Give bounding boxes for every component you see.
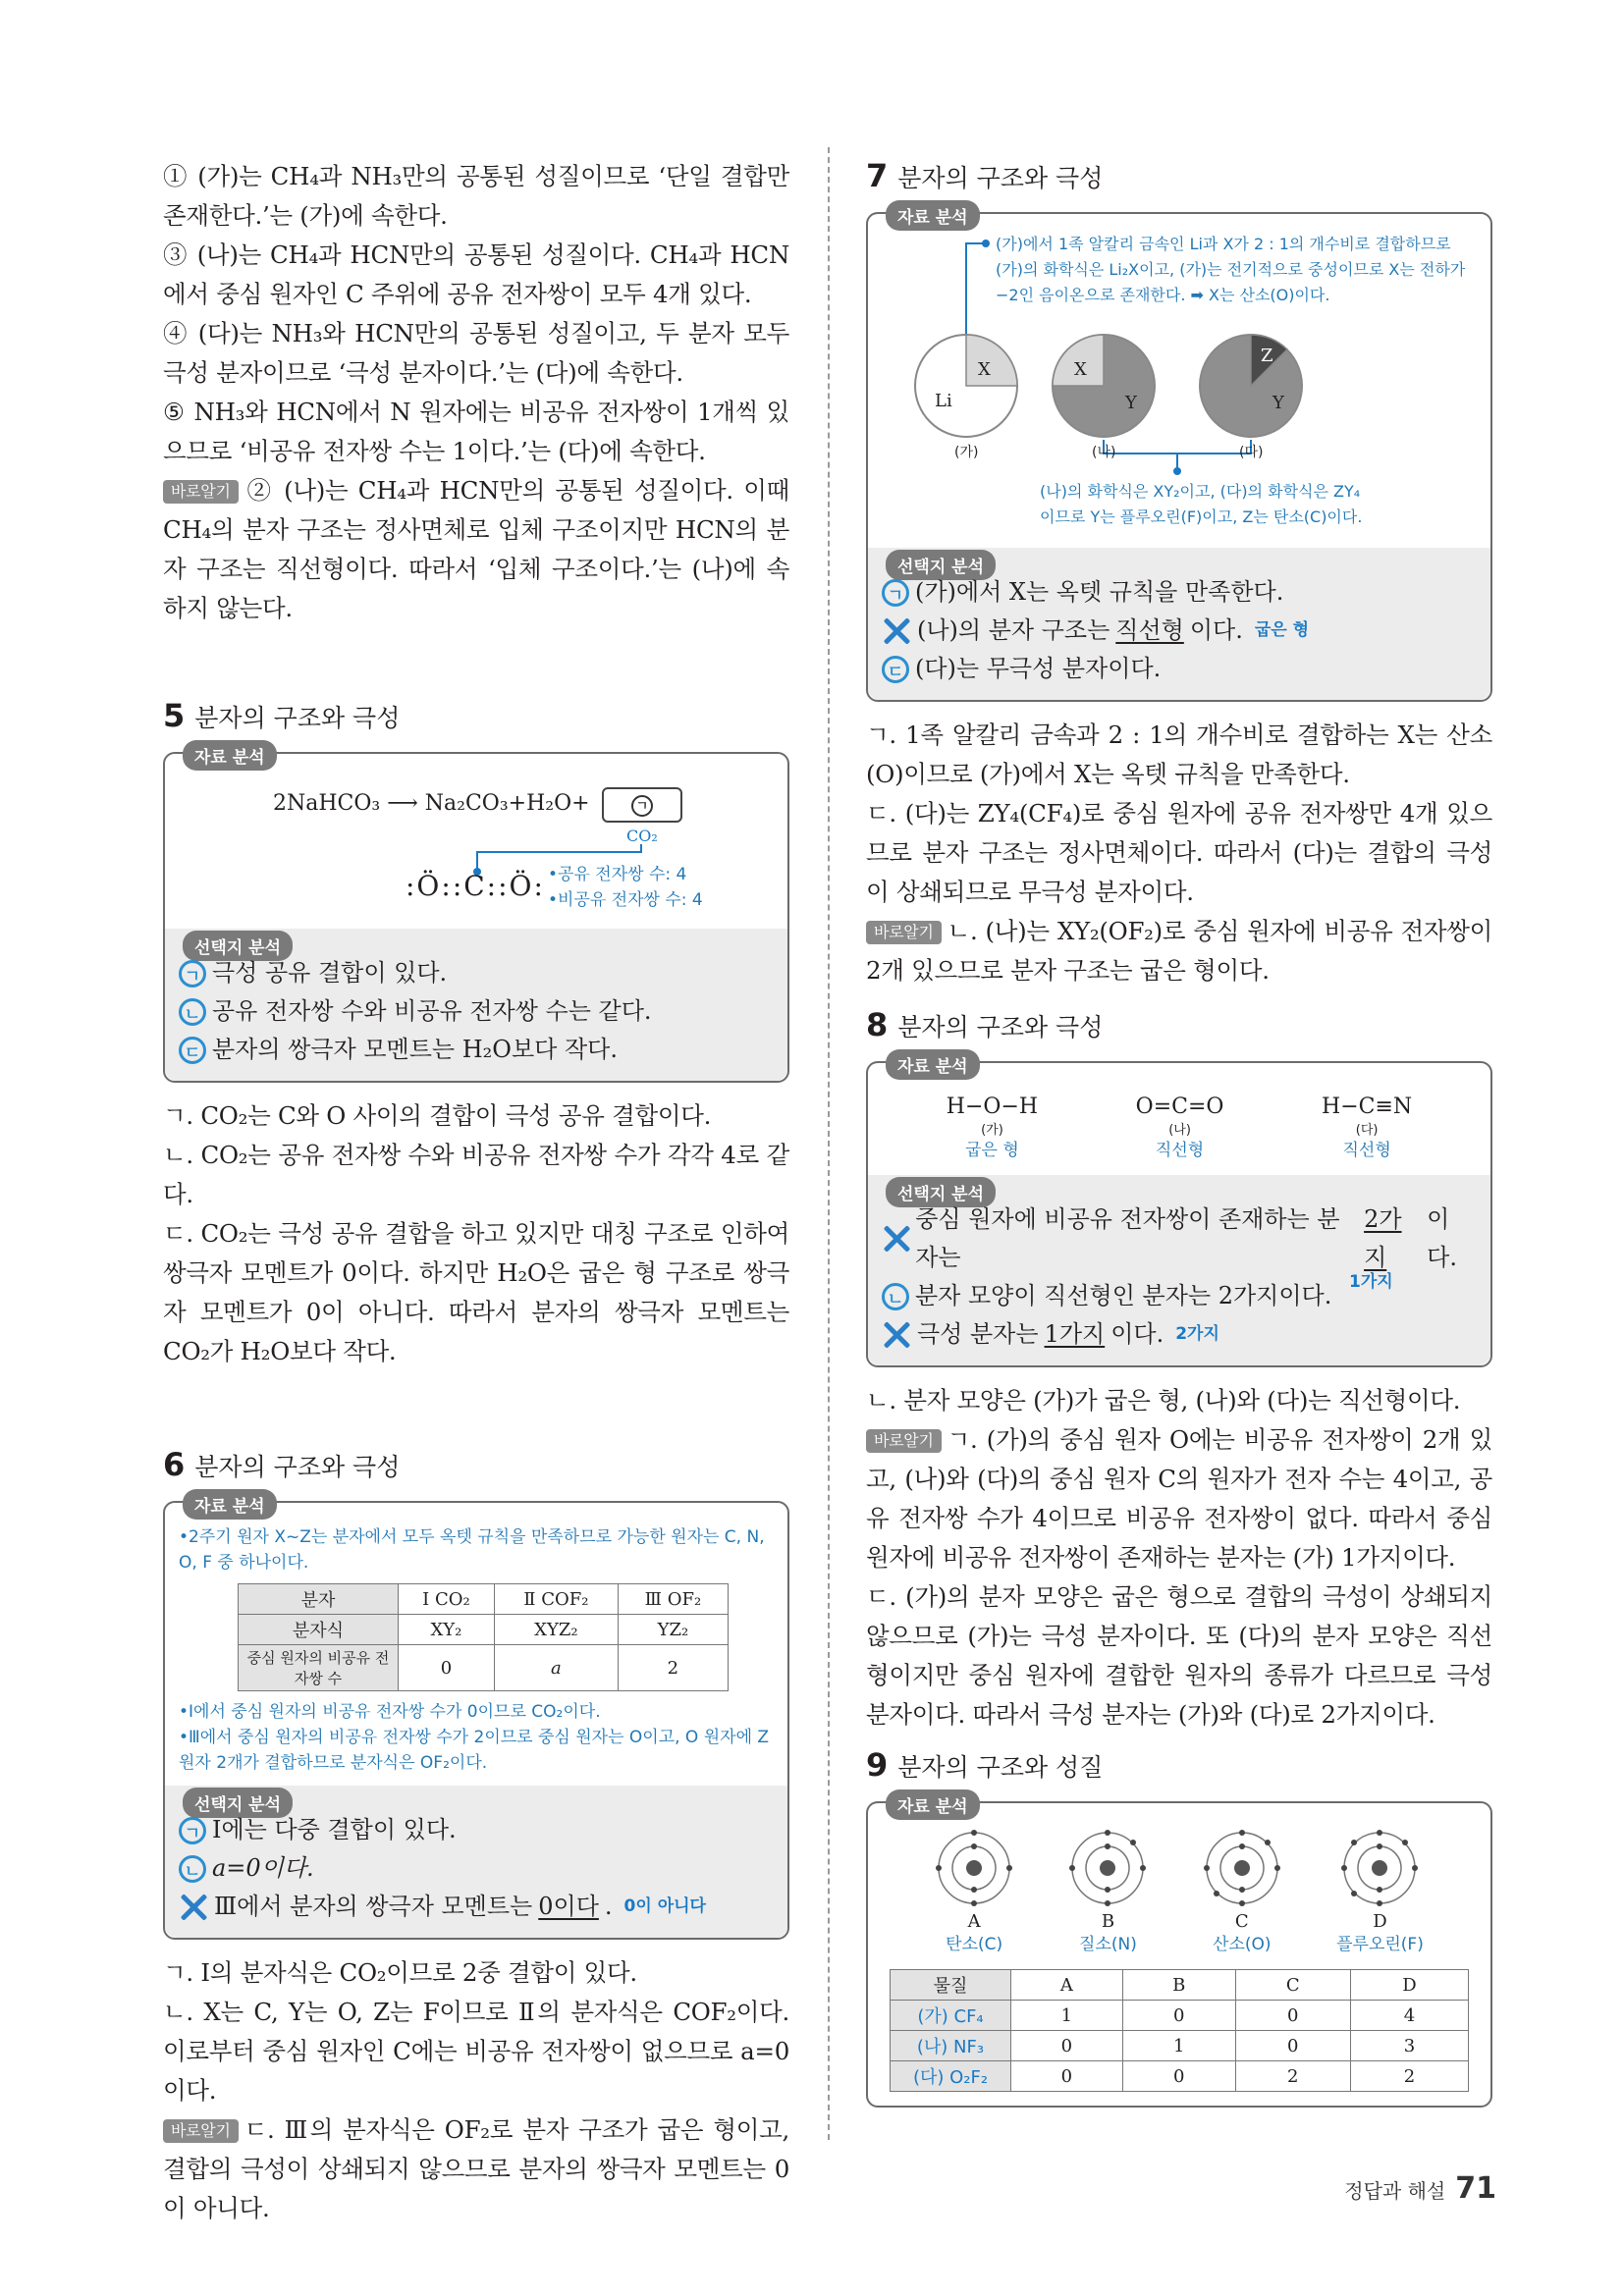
top-note: (가)에서 1족 알칼리 금속인 Li과 X가 2 : 1의 개수비로 결합하므로 (가)의 화학식은 Li₂X이고, (가)는 전기적으로 중성이므로 X는 전하가 −2인 음이온으로 존재한다. ➡ X는 산소(O)이다. bbox=[996, 235, 1466, 304]
wrong-mark-icon bbox=[882, 1224, 909, 1254]
atom-model: A 탄소(C) bbox=[935, 1829, 1013, 1957]
question-5 bbox=[163, 697, 789, 1371]
atom-models bbox=[868, 1803, 1490, 1963]
correct-mark-icon: ㄴ bbox=[179, 998, 206, 1026]
shared-pairs-note: •공유 전자쌍 수: 4 bbox=[548, 865, 687, 884]
intro-item: ① (가)는 CH₄과 NH₃만의 공통된 성질이므로 ‘단일 결합만 존재한다.’는 (가)에 속한다. bbox=[163, 162, 789, 230]
correct-mark-icon: ㄱ bbox=[882, 579, 909, 607]
explanation: ㄴ. 분자 모양은 (가)가 굽은 형, (나)와 (다)는 직선형이다. bbox=[866, 1386, 1461, 1415]
atom-model: D 플루오린(F) bbox=[1336, 1829, 1424, 1957]
question-header: 9 분자의 구조와 성질 bbox=[866, 1746, 1104, 1784]
explanation: ㄴ. CO₂는 공유 전자쌍 수와 비공유 전자쌍 수가 각각 4로 같다. bbox=[163, 1141, 789, 1208]
question-header: 8 분자의 구조와 극성 bbox=[866, 1006, 1104, 1043]
question-7 bbox=[866, 157, 1492, 990]
substance-table: 물질 A B C D (가) CF₄ 1 0 0 4 (나) NF₃ 0 1 0 3 (다) O₂F₂ 0 0 2 2 bbox=[890, 1969, 1469, 2092]
choice-tag: 선택지 분석 bbox=[183, 931, 293, 961]
pie-caption: (나) bbox=[1092, 445, 1116, 460]
atom-model: C 산소(O) bbox=[1203, 1829, 1281, 1957]
correction: 1가지 bbox=[1349, 1272, 1393, 1292]
page-footer bbox=[1344, 2171, 1496, 2206]
choice-tag: 선택지 분석 bbox=[886, 550, 996, 580]
reaction-diagram bbox=[165, 754, 787, 929]
atom-diagram-icon bbox=[935, 1829, 1013, 1907]
data-analysis-box bbox=[866, 1057, 1492, 1367]
data-analysis-box bbox=[866, 208, 1492, 702]
pie-label-li: Li bbox=[935, 391, 952, 411]
left-column bbox=[163, 157, 789, 2228]
choice-correct: ㄷ (다)는 무극성 분자이다. bbox=[882, 650, 1477, 688]
pie-label-x: X bbox=[1074, 359, 1087, 380]
intro-item: ⑤ NH₃와 HCN에서 N 원자에는 비공유 전자쌍이 1개씩 있으므로 ‘비공유 전자쌍 수는 1이다.’는 (다)에 속한다. bbox=[163, 398, 789, 465]
explanation: ㄱ. 1족 알칼리 금속과 2 : 1의 개수비로 결합하는 X는 산소(O)이므로 (가)에서 X는 옥텟 규칙을 만족한다. bbox=[866, 721, 1492, 788]
question-6 bbox=[163, 1446, 789, 2228]
question-header: 7 분자의 구조와 극성 bbox=[866, 157, 1104, 194]
data-tag: 자료 분석 bbox=[886, 200, 980, 231]
question-header: 5 분자의 구조와 극성 bbox=[163, 697, 401, 734]
question-8 bbox=[866, 1006, 1492, 1735]
explanation: ㄷ. (다)는 ZY₄(CF₄)로 중심 원자에 공유 전자쌍만 4개 있으므로 분자 구조는 정사면체이다. 따라서 (다)는 결합의 극성이 상쇄되므로 무극성 분자이다. bbox=[866, 799, 1492, 906]
atom-diagram-icon bbox=[1340, 1829, 1419, 1907]
reaction-equation: 2NaHCO₃ ⟶ Na₂CO₃+H₂O+ bbox=[273, 791, 590, 816]
lone-pairs-note: •비공유 전자쌍 수: 4 bbox=[548, 890, 703, 910]
atom-diagram-icon bbox=[1068, 1829, 1147, 1907]
pie-diagram bbox=[868, 214, 1490, 548]
correct-mark-icon: ㄷ bbox=[179, 1037, 206, 1064]
choice-analysis bbox=[165, 929, 787, 1081]
correct-mark-icon: ㄱ bbox=[179, 1817, 206, 1844]
explanation: ㄴ. X는 C, Y는 O, Z는 F이므로 Ⅱ의 분자식은 COF₂이다. 이로부터 중심 원자인 C에는 비공유 전자쌍이 없으므로 a=0이다. bbox=[163, 1998, 789, 2105]
choice-correct: ㄱ Ⅰ에는 다중 결합이 있다. bbox=[179, 1811, 774, 1849]
explanation-wrong: 바로알기 ㄷ. Ⅲ의 분자식은 OF₂로 분자 구조가 굽은 형이고, 결합의 극성이 상쇄되지 않으므로 분자의 쌍극자 모멘트는 0이 아니다. bbox=[163, 2115, 789, 2222]
column-divider bbox=[828, 147, 830, 2140]
choice-correct: ㄴ 분자 모양이 직선형인 분자는 2가지이다. 1가지 bbox=[882, 1277, 1477, 1315]
question-9 bbox=[866, 1746, 1492, 2108]
data-analysis-box bbox=[163, 748, 789, 1083]
lewis-structure: :Ö::C::Ö: bbox=[406, 870, 545, 902]
choice-wrong: (나)의 분자 구조는 직선형 이다. 굽은 형 bbox=[882, 612, 1477, 650]
choice-correct: ㄴ 공유 전자쌍 수와 비공유 전자쌍 수는 같다. bbox=[179, 992, 774, 1031]
correction: 굽은 형 bbox=[1254, 620, 1310, 640]
question-header: 6 분자의 구조와 극성 bbox=[163, 1446, 401, 1483]
correct-mark-icon: ㄷ bbox=[882, 656, 909, 683]
pie-label-z: Z bbox=[1261, 346, 1273, 366]
choice-correct: ㄱ 극성 공유 결합이 있다. bbox=[179, 954, 774, 992]
correction: 2가지 bbox=[1175, 1324, 1219, 1344]
pie-label-x: X bbox=[978, 359, 991, 380]
data-analysis-box bbox=[163, 1497, 789, 1940]
choice-correct: ㄷ 분자의 쌍극자 모멘트는 H₂O보다 작다. bbox=[179, 1031, 774, 1069]
footer-label: 정답과 해설 bbox=[1344, 2179, 1446, 2203]
molecule: H−O−H (가) 굽은 형 bbox=[946, 1095, 1039, 1160]
pie-caption: (가) bbox=[954, 445, 979, 460]
choice-analysis bbox=[868, 1175, 1490, 1365]
wrong-mark-icon bbox=[179, 1893, 208, 1922]
choice-wrong: Ⅲ에서 분자의 쌍극자 모멘트는 0이다 . 0이 아니다 bbox=[179, 1888, 774, 1926]
intro-wrong: 바로알기 ② (나)는 CH₄과 HCN만의 공통된 성질이다. 이때 CH₄의 분자 구조는 정사면체로 입체 구조이지만 HCN의 분자 구조는 직선형이다. 따라서 ‘입체 구조이다.’는 (나)에 속하지 않는다. bbox=[163, 476, 789, 622]
correction: 0이 아니다 bbox=[623, 1896, 706, 1916]
explanation: ㄱ. Ⅰ의 분자식은 CO₂이므로 2중 결합이 있다. bbox=[163, 1958, 637, 1987]
pie-caption: (다) bbox=[1239, 445, 1264, 460]
intro-item: ④ (다)는 NH₃와 HCN만의 공통된 성질이고, 두 분자 모두 극성 분자이므로 ‘극성 분자이다.’는 (다)에 속한다. bbox=[163, 319, 789, 387]
atom-model: B 질소(N) bbox=[1068, 1829, 1147, 1957]
correct-mark-icon: ㄴ bbox=[882, 1283, 909, 1310]
choice-tag: 선택지 분석 bbox=[183, 1788, 293, 1818]
atom-diagram-icon bbox=[1203, 1829, 1281, 1907]
choice-tag: 선택지 분석 bbox=[886, 1177, 996, 1207]
correct-mark-icon: ㄱ bbox=[179, 960, 206, 988]
right-column bbox=[866, 157, 1492, 2108]
bottom-note: (나)의 화학식은 XY₂이고, (다)의 화학식은 ZY₄이므로 Y는 플루오린(F)이고, Z는 탄소(C)이다. bbox=[1040, 482, 1363, 526]
wrong-mark-icon bbox=[882, 616, 911, 646]
choice-correct: ㄴ a=0이다. bbox=[179, 1849, 774, 1888]
wrong-mark-icon bbox=[882, 1320, 911, 1350]
pie-label-y: Y bbox=[1272, 393, 1284, 413]
analysis-note: •Ⅲ에서 중심 원자의 비공유 전자쌍 수가 2이므로 중심 원자는 O이고, O 원자에 Z 원자 2개가 결합하므로 분자식은 OF₂이다. bbox=[179, 1728, 770, 1773]
molecule: O=C=O (나) 직선형 bbox=[1135, 1095, 1224, 1160]
explanation: ㄷ. (가)의 분자 모양은 굽은 형으로 결합의 극성이 상쇄되지 않으므로 (가)는 극성 분자이다. 또 (다)의 분자 모양은 직선형이지만 중심 원자에 결합한 원자의 종류가 다르므로 극성 분자이다. 따라서 극성 분자는 (가)와 (다)로 2가지이다. bbox=[866, 1582, 1492, 1729]
data-tag: 자료 분석 bbox=[886, 1049, 980, 1080]
choice-wrong: 중심 원자에 비공유 전자쌍이 존재하는 분자는 2가지 이다. bbox=[882, 1201, 1477, 1277]
data-tag: 자료 분석 bbox=[183, 1489, 277, 1520]
molecule-row bbox=[868, 1063, 1490, 1175]
data-analysis-box bbox=[866, 1797, 1492, 2108]
page-number: 71 bbox=[1455, 2171, 1496, 2206]
wrong-badge: 바로알기 bbox=[163, 480, 239, 504]
molecule: H−C≡N (다) 직선형 bbox=[1322, 1095, 1413, 1160]
explanation: ㄱ. CO₂는 C와 O 사이의 결합이 극성 공유 결합이다. bbox=[163, 1101, 712, 1130]
choice-wrong: 극성 분자는 1가지 이다. 2가지 bbox=[882, 1315, 1477, 1354]
explanation-wrong: 바로알기 ㄴ. (나)는 XY₂(OF₂)로 중심 원자에 비공유 전자쌍이 2개 있으므로 분자 구조는 굽은 형이다. bbox=[866, 917, 1492, 985]
choice-analysis bbox=[165, 1786, 787, 1938]
atom-note: •2주기 원자 X~Z는 분자에서 모두 옥텟 규칙을 만족하므로 가능한 원자는 C, N, O, F 중 하나이다. bbox=[179, 1527, 765, 1573]
correct-mark-icon: ㄴ bbox=[179, 1855, 206, 1883]
analysis-note: •Ⅰ에서 중심 원자의 비공유 전자쌍 수가 0이므로 CO₂이다. bbox=[179, 1702, 601, 1722]
molecule-table: 분자 Ⅰ CO₂ Ⅱ COF₂ Ⅲ OF₂ 분자식 XY₂ XYZ₂ YZ₂ 중심 원자의 비공유 전자쌍 수 0 a 2 bbox=[238, 1583, 729, 1691]
choice-correct: ㄱ (가)에서 X는 옥텟 규칙을 만족한다. bbox=[882, 573, 1477, 612]
co2-label: CO₂ bbox=[626, 827, 658, 845]
explanation-wrong: 바로알기 ㄱ. (가)의 중심 원자 O에는 비공유 전자쌍이 2개 있고, (나)와 (다)의 중심 원자 C의 원자가 전자 수는 4이고, 공유 전자쌍 수가 4이므로 비공유 전자쌍이 없다. 따라서 중심 원자에 비공유 전자쌍이 존재하는 분자는 (가) 1가지이다. bbox=[866, 1425, 1492, 1572]
explanation: ㄷ. CO₂는 극성 공유 결합을 하고 있지만 대칭 구조로 인하여 쌍극자 모멘트가 0이다. 하지만 H₂O은 굽은 형 구조로 쌍극자 모멘트가 0이 아니다. 따라서 분자의 쌍극자 모멘트는 CO₂가 H₂O보다 작다. bbox=[163, 1219, 789, 1365]
data-tag: 자료 분석 bbox=[183, 740, 277, 771]
data-tag: 자료 분석 bbox=[886, 1789, 980, 1820]
choice-analysis bbox=[868, 548, 1490, 700]
intro-item: ③ (나)는 CH₄과 HCN만의 공통된 성질이다. CH₄과 HCN에서 중심 원자인 C 주위에 공유 전자쌍이 모두 4개 있다. bbox=[163, 240, 789, 308]
pie-label-y: Y bbox=[1125, 393, 1137, 413]
blank-box: ㄱ bbox=[602, 787, 682, 823]
